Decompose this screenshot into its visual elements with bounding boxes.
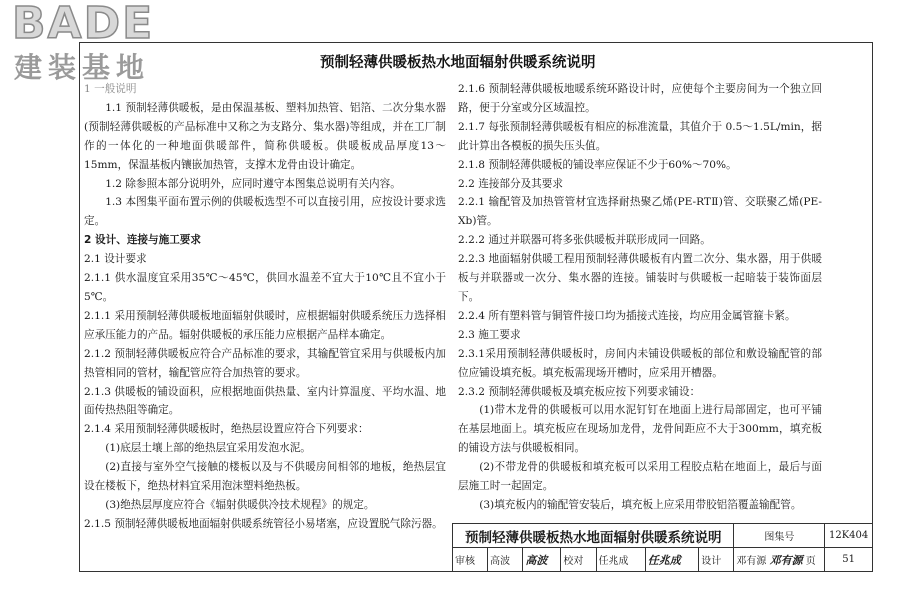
title-block-title: 预制轻薄供暖板热水地面辐射供暖系统说明 (453, 524, 734, 548)
paragraph: 2.1.1 供水温度宜采用35℃～45℃，供回水温差不宜大于10℃且不宜小于5℃。 (84, 272, 446, 303)
paragraph: 2.2.2 通过并联器可将多张供暖板并联形成同一回路。 (458, 234, 711, 247)
paragraph: 2.1.4 采用预制轻薄供暖板时，绝热层设置应符合下列要求： (84, 423, 369, 436)
page-title: 预制轻薄供暖板热水地面辐射供暖系统说明 (320, 55, 596, 71)
paragraph: 2.1.7 每张预制轻薄供暖板有相应的标准流量，其值介于 0.5～1.5L/min，据此计算出各模板的损失压头值。 (458, 120, 822, 152)
paragraph: (2)直接与室外空气接触的楼板以及与不供暖房间相邻的地板，绝热层宜设在楼板下，绝热材料宜采用泡沫塑料绝热板。 (84, 461, 446, 493)
logo-brand-text: BADE (12, 0, 155, 49)
reviewer-signature: 高波 (523, 548, 561, 572)
title-block (452, 523, 873, 572)
atlas-number: 12K404 (825, 524, 873, 548)
right-text-column (458, 80, 822, 515)
paragraph: 2.1.8 预制轻薄供暖板的铺设率应保证不少于60%～70%。 (458, 158, 737, 171)
paragraph: 2.1.2 预制轻薄供暖板应符合产品标准的要求，其输配管宜采用与供暖板内加热管相同的管材，输配管应符合加热管的要求。 (84, 347, 446, 379)
checker-signature: 任兆成 (645, 548, 698, 572)
page-label: 页 (805, 555, 816, 567)
paragraph: (2)不带龙骨的供暖板和填充板可以采用工程胶点粘在地面上，最后与面层施工时一起固定。 (458, 461, 822, 493)
reviewer-name: 高波 (488, 548, 523, 572)
section-heading: 1 一般说明 (84, 83, 137, 95)
paragraph: (1)底层土壤上部的绝热层宜采用发泡水泥。 (105, 442, 311, 455)
paragraph: 2.1 设计要求 (84, 253, 147, 266)
review-label: 审核 (453, 548, 488, 572)
paragraph: (3)填充板内的输配管安装后，填充板上应采用带胶铝箔覆盖输配管。 (479, 498, 802, 511)
paragraph: 2.2 连接部分及其要求 (458, 177, 563, 190)
atlas-label: 图集号 (734, 524, 825, 548)
paragraph: 2.2.4 所有塑料管与铜管件接口均为插接式连接，均应用金属管箍卡紧。 (458, 309, 796, 322)
check-label: 校对 (561, 548, 596, 572)
paragraph: (3)绝热层厚度应符合《辐射供暖供冷技术规程》的规定。 (105, 498, 375, 511)
paragraph: (1)带木龙骨的供暖板可以用水泥钉钉在地面上进行局部固定，也可平铺在基层地面上。填充板应在现场加龙骨，龙骨间距应不大于300mm，填充板的铺设方法与供暖板相同。 (458, 404, 822, 455)
paragraph: 2.2.1 输配管及加热管管材宜选择耐热聚乙烯(PE-RTⅡ)管、交联聚乙烯(PE-Xb)管。 (458, 196, 822, 228)
logo-chinese-name: 建装基地 (14, 51, 151, 84)
paragraph: 2.1.5 预制轻薄供暖板地面辐射供暖系统管径小易堵塞，应设置脱气除污器。 (84, 517, 443, 530)
paragraph: 1.1 预制轻薄供暖板，是由保温基板、塑料加热管、铝箔、二次分集水器(预制轻薄供暖板的产品标准中又称之为支路分、集水器)等组成，并在工厂制作的一体化的一种地面供暖部件，简称供暖板。供暖板成品厚度13～15mm，保温基板内镶嵌加热管，支撑木龙骨由设计确定。 (84, 101, 446, 171)
page-number: 51 (825, 548, 873, 572)
paragraph: 2.1.1 采用预制轻薄供暖板地面辐射供暖时，应根据辐射供暖系统压力选择相应承压能力的产品。辐射供暖板的承压能力应根据产品样本确定。 (84, 309, 446, 341)
section-heading: 2 设计、连接与施工要求 (84, 234, 201, 247)
paragraph: 2.1.6 预制轻薄供暖板地暖系统环路设计时，应使每个主要房间为一个独立回路，便于分室或分区域温控。 (458, 83, 822, 114)
designer-name: 邓有源 (736, 555, 767, 567)
paragraph: 2.1.3 供暖板的铺设面积，应根据地面供热量、室内计算温度、平均水温、地面传热热阻等确定。 (84, 385, 446, 417)
designer-cell (734, 548, 825, 572)
checker-name: 任兆成 (596, 548, 645, 572)
designer-signature: 邓有源 (769, 553, 803, 567)
paragraph: 2.2.3 地面辐射供暖工程用预制轻薄供暖板有内置二次分、集水器，用于供暖板与并联器或一次分、集水器的连接。铺装时与供暖板一起暗装于装饰面层下。 (458, 253, 822, 303)
design-label: 设计 (699, 548, 734, 572)
paragraph: 1.2 除参照本部分说明外，应同时遵守本图集总说明有关内容。 (105, 177, 401, 190)
paragraph: 2.3 施工要求 (458, 328, 521, 341)
paragraph: 1.3 本图集平面布置示例的供暖板选型不可以直接引用，应按设计要求选定。 (84, 196, 446, 228)
left-text-column (84, 80, 446, 534)
paragraph: 2.3.2 预制轻薄供暖板及填充板应按下列要求铺设： (458, 385, 701, 398)
paragraph: 2.3.1采用预制轻薄供暖板时，房间内未铺设供暖板的部位和敷设输配管的部位应铺设填充板。填充板需现场开槽时，应采用开槽器。 (458, 347, 822, 379)
